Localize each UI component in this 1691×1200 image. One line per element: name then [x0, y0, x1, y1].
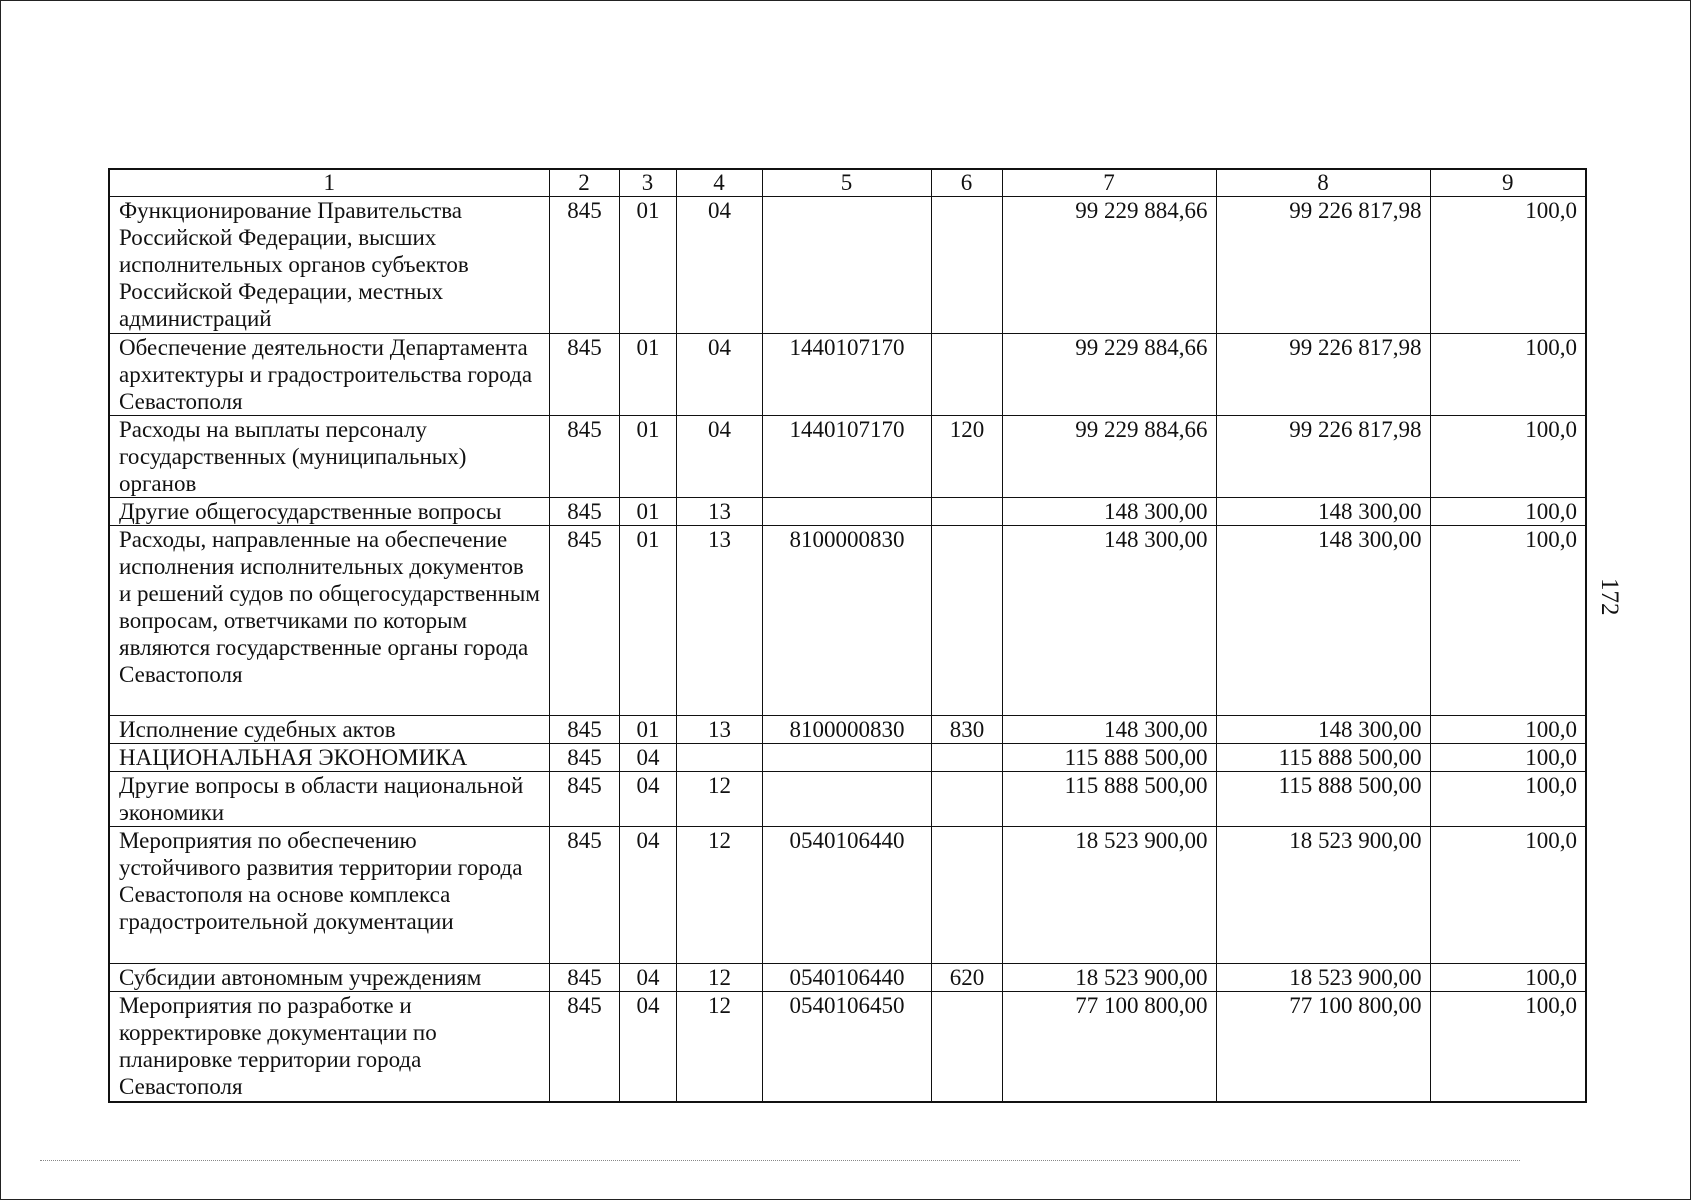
row-amount-plan: 99 229 884,66 [1002, 416, 1216, 498]
row-percent: 100,0 [1430, 827, 1586, 964]
row-code-4: 13 [676, 498, 762, 526]
row-name: Субсидии автономным учреждениям [109, 964, 549, 992]
column-header-4: 4 [676, 169, 762, 197]
table-row [109, 498, 1586, 526]
row-code-6 [931, 744, 1002, 772]
column-header-7: 7 [1002, 169, 1216, 197]
table-row [109, 197, 1586, 334]
column-header-9: 9 [1430, 169, 1586, 197]
column-header-6: 6 [931, 169, 1002, 197]
row-name: Другие общегосударственные вопросы [109, 498, 549, 526]
row-code-6 [931, 526, 1002, 716]
row-code-4: 13 [676, 526, 762, 716]
column-header-2: 2 [549, 169, 619, 197]
row-amount-plan: 99 229 884,66 [1002, 334, 1216, 416]
row-code-4: 04 [676, 416, 762, 498]
row-code-5 [762, 772, 931, 827]
row-code-4: 04 [676, 334, 762, 416]
table-row [109, 827, 1586, 964]
row-code-2: 845 [549, 526, 619, 716]
row-amount-plan: 115 888 500,00 [1002, 772, 1216, 827]
table-row [109, 772, 1586, 827]
page-number: 172 [1596, 578, 1623, 616]
row-code-3: 04 [619, 772, 676, 827]
row-code-6 [931, 827, 1002, 964]
row-code-2: 845 [549, 964, 619, 992]
row-percent: 100,0 [1430, 416, 1586, 498]
row-amount-plan: 18 523 900,00 [1002, 964, 1216, 992]
row-code-4: 04 [676, 197, 762, 334]
row-code-5: 1440107170 [762, 334, 931, 416]
row-amount-plan: 148 300,00 [1002, 526, 1216, 716]
row-code-2: 845 [549, 992, 619, 1102]
row-percent: 100,0 [1430, 498, 1586, 526]
row-code-4: 12 [676, 772, 762, 827]
column-header-1: 1 [109, 169, 549, 197]
row-amount-plan: 148 300,00 [1002, 716, 1216, 744]
row-code-2: 845 [549, 772, 619, 827]
row-code-4: 12 [676, 992, 762, 1102]
row-amount-actual: 18 523 900,00 [1216, 827, 1430, 964]
row-code-3: 01 [619, 416, 676, 498]
row-amount-actual: 115 888 500,00 [1216, 744, 1430, 772]
row-percent: 100,0 [1430, 744, 1586, 772]
row-amount-plan: 99 229 884,66 [1002, 197, 1216, 334]
row-code-3: 01 [619, 334, 676, 416]
row-code-5: 0540106440 [762, 964, 931, 992]
row-code-6 [931, 772, 1002, 827]
row-code-5: 0540106450 [762, 992, 931, 1102]
table-body [109, 169, 1586, 1102]
budget-table [108, 168, 1587, 1103]
table-row [109, 992, 1586, 1102]
row-code-3: 01 [619, 716, 676, 744]
row-code-5: 8100000830 [762, 526, 931, 716]
table-row [109, 716, 1586, 744]
row-code-2: 845 [549, 416, 619, 498]
column-header-5: 5 [762, 169, 931, 197]
row-percent: 100,0 [1430, 197, 1586, 334]
row-code-4 [676, 744, 762, 772]
row-code-4: 12 [676, 964, 762, 992]
row-name: Исполнение судебных актов [109, 716, 549, 744]
row-code-3: 04 [619, 827, 676, 964]
row-amount-plan: 77 100 800,00 [1002, 992, 1216, 1102]
row-amount-actual: 99 226 817,98 [1216, 334, 1430, 416]
table-row [109, 964, 1586, 992]
row-name: НАЦИОНАЛЬНАЯ ЭКОНОМИКА [109, 744, 549, 772]
row-code-3: 04 [619, 992, 676, 1102]
row-percent: 100,0 [1430, 716, 1586, 744]
row-code-6 [931, 498, 1002, 526]
row-code-4: 12 [676, 827, 762, 964]
row-amount-actual: 148 300,00 [1216, 498, 1430, 526]
row-percent: 100,0 [1430, 964, 1586, 992]
row-amount-plan: 148 300,00 [1002, 498, 1216, 526]
row-name: Другие вопросы в области национальной экономики [109, 772, 549, 827]
row-code-6: 120 [931, 416, 1002, 498]
row-code-6 [931, 197, 1002, 334]
header-row [109, 169, 1586, 197]
row-percent: 100,0 [1430, 772, 1586, 827]
column-header-3: 3 [619, 169, 676, 197]
row-code-5: 1440107170 [762, 416, 931, 498]
row-amount-actual: 148 300,00 [1216, 716, 1430, 744]
row-code-5 [762, 498, 931, 526]
row-code-2: 845 [549, 498, 619, 526]
row-code-2: 845 [549, 334, 619, 416]
row-percent: 100,0 [1430, 992, 1586, 1102]
row-code-5 [762, 744, 931, 772]
row-amount-plan: 115 888 500,00 [1002, 744, 1216, 772]
table-row [109, 416, 1586, 498]
row-code-3: 01 [619, 197, 676, 334]
row-code-4: 13 [676, 716, 762, 744]
row-amount-actual: 18 523 900,00 [1216, 964, 1430, 992]
row-code-3: 04 [619, 744, 676, 772]
table-row [109, 334, 1586, 416]
row-name: Обеспечение деятельности Департамента архитектуры и градостроительства города Севастополя [109, 334, 549, 416]
row-name: Расходы, направленные на обеспечение исполнения исполнительных документов и решений судов по общегосударственным вопросам, ответчиками по которым являются государственные органы города Севастополя [109, 526, 549, 716]
row-percent: 100,0 [1430, 526, 1586, 716]
row-code-3: 01 [619, 498, 676, 526]
row-code-3: 01 [619, 526, 676, 716]
row-percent: 100,0 [1430, 334, 1586, 416]
row-amount-actual: 77 100 800,00 [1216, 992, 1430, 1102]
table-row [109, 526, 1586, 716]
row-code-2: 845 [549, 197, 619, 334]
column-header-8: 8 [1216, 169, 1430, 197]
row-name: Функционирование Правительства Российской Федерации, высших исполнительных органов субъектов Российской Федерации, местных администраций [109, 197, 549, 334]
row-code-5 [762, 197, 931, 334]
row-code-6: 830 [931, 716, 1002, 744]
row-code-6: 620 [931, 964, 1002, 992]
row-amount-actual: 115 888 500,00 [1216, 772, 1430, 827]
row-name: Мероприятия по обеспечению устойчивого развития территории города Севастополя на основе комплекса градостроительной документации [109, 827, 549, 964]
table-row [109, 744, 1586, 772]
row-amount-actual: 99 226 817,98 [1216, 416, 1430, 498]
row-code-2: 845 [549, 827, 619, 964]
row-code-2: 845 [549, 744, 619, 772]
row-code-5: 8100000830 [762, 716, 931, 744]
row-amount-plan: 18 523 900,00 [1002, 827, 1216, 964]
row-name: Расходы на выплаты персоналу государственных (муниципальных) органов [109, 416, 549, 498]
row-amount-actual: 99 226 817,98 [1216, 197, 1430, 334]
row-code-6 [931, 334, 1002, 416]
row-code-5: 0540106440 [762, 827, 931, 964]
row-amount-actual: 148 300,00 [1216, 526, 1430, 716]
row-name: Мероприятия по разработке и корректировке документации по планировке территории города Севастополя [109, 992, 549, 1102]
row-code-2: 845 [549, 716, 619, 744]
scan-bottom-rule [40, 1160, 1520, 1161]
row-code-6 [931, 992, 1002, 1102]
row-code-3: 04 [619, 964, 676, 992]
